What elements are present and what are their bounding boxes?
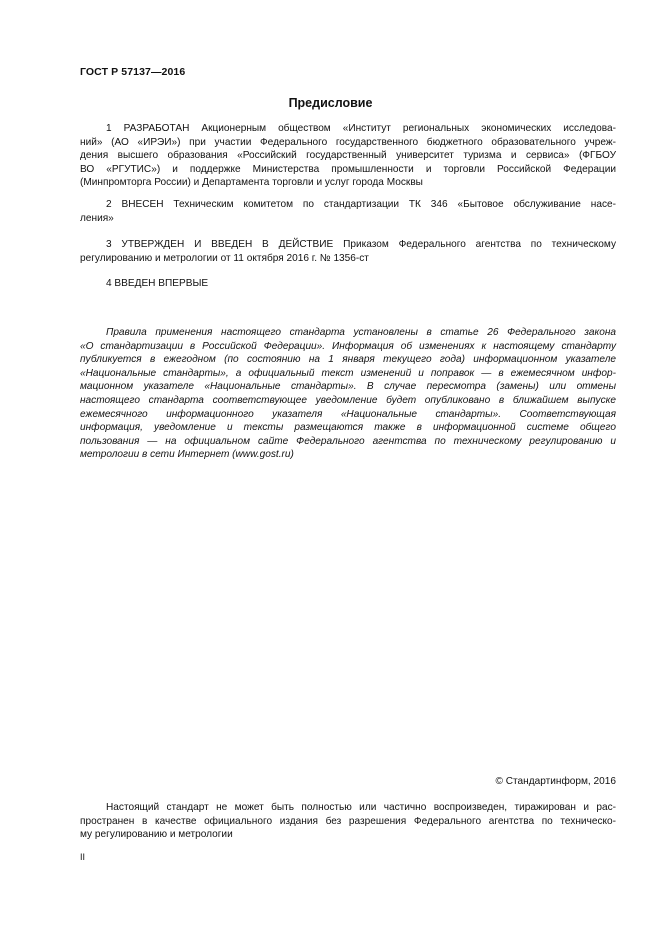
rules-notice: [80, 326, 616, 462]
text-line: ежемесячного информационного указателя «Национальные стандарты». Соответствующая: [80, 408, 616, 420]
text-line: пространен в качестве официального издания без разрешения Федерального агентства по техническо-: [80, 815, 616, 827]
page-title: Предисловие: [288, 96, 373, 110]
text-line: ний» (АО «ИРЭИ») при участии Федерального государственного бюджетного образовательного учреж-: [80, 136, 616, 148]
text-line: «Национальные стандарты», а официальный текст изменений и поправок — в ежемесячном инфор-: [80, 367, 616, 379]
text-line: Настоящий стандарт не может быть полностью или частично воспроизведен, тиражирован и рас-: [106, 802, 616, 813]
text-line: публикуется в ежегодном (по состоянию на 1 января текущего года) информационном указателе: [80, 354, 616, 366]
text-line: настоящего стандарта соответствующее уведомление будет опубликовано в ближайшем выпуске: [80, 394, 616, 406]
text-line: информация, уведомление и тексты размещаются также в информационной системе общего: [80, 422, 616, 434]
text-line: 1 РАЗРАБОТАН Акционерным обществом «Институт региональных экономических исследова-: [106, 123, 616, 134]
paragraph-introduced: [80, 198, 616, 225]
text-line: метрологии в сети Интернет (www.gost.ru): [80, 449, 294, 461]
copyright-notice: © Стандартинформ, 2016: [495, 776, 616, 787]
reproduction-notice: [80, 801, 616, 842]
text-line: мационном указателе «Национальные стандарты». В случае пересмотра (замены) или отмены: [80, 381, 616, 393]
paragraph-approved: [80, 238, 616, 265]
paragraph-first-introduced: [80, 277, 616, 291]
text-line: ВО «РГУТИС») и поддержке Министерства промышленности и торговли Российской Федерации: [80, 163, 616, 175]
page-number: II: [80, 852, 86, 862]
text-line: му регулированию и метрологии: [80, 829, 233, 841]
paragraph-developed: [80, 122, 616, 190]
standard-code: ГОСТ Р 57137—2016: [80, 66, 186, 78]
text-line: дения высшего образования «Российский государственный университет туризма и сервиса» (ФГБОУ: [80, 150, 616, 162]
text-line: ления»: [80, 212, 114, 224]
text-line: Правила применения настоящего стандарта установлены в статье 26 Федерального закона: [106, 327, 616, 338]
text-line: регулированию и метрологии от 11 октября 2016 г. № 1356-ст: [80, 252, 369, 264]
text-line: пользования — на официальном сайте Федерального агентства по техническому регулированию и: [80, 435, 616, 447]
text-line: 4 ВВЕДЕН ВПЕРВЫЕ: [106, 278, 209, 289]
text-line: 2 ВНЕСЕН Техническим комитетом по стандартизации ТК 346 «Бытовое обслуживание насе-: [106, 199, 616, 210]
text-line: (Минпромторга России) и Департамента торговли и услуг города Москвы: [80, 177, 423, 189]
text-line: «О стандартизации в Российской Федерации». Информация об изменениях к настоящему стандарту: [80, 340, 616, 352]
text-line: 3 УТВЕРЖДЕН И ВВЕДЕН В ДЕЙСТВИЕ Приказом Федерального агентства по техническому: [106, 239, 616, 250]
